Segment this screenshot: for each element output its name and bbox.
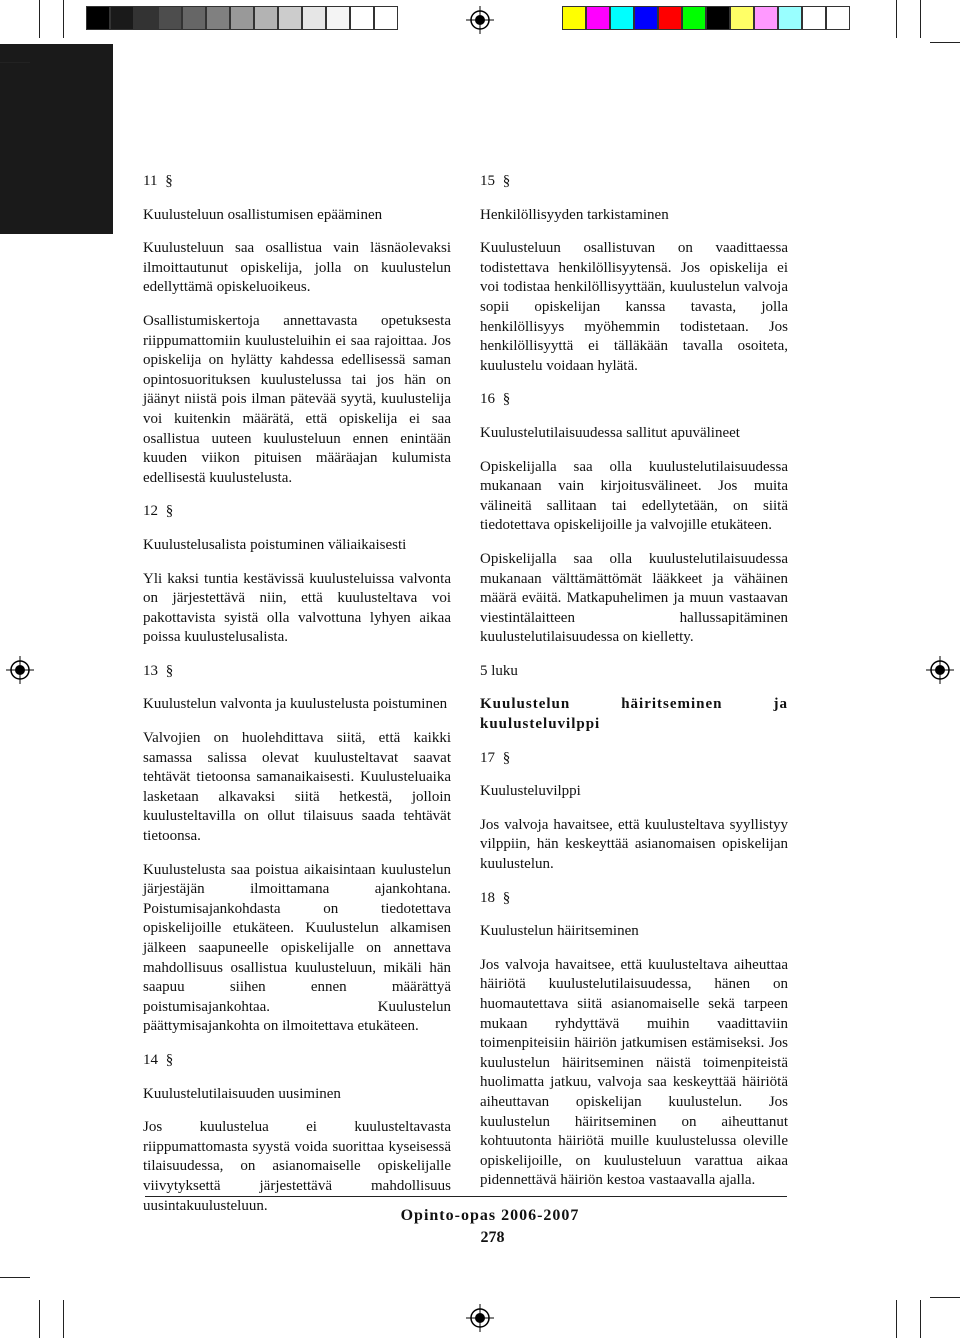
crop-mark: [63, 0, 64, 38]
paragraph: Jos valvoja havaitsee, että kuulusteltava syyllistyy vilppiin, hän keskeyttää asianomaisen opiskelijan kuulustelun.: [480, 816, 788, 873]
crop-mark: [0, 62, 30, 63]
crop-mark: [930, 1297, 960, 1298]
gray-swatch: [182, 6, 206, 30]
left-column: [143, 172, 451, 1230]
crop-mark: [920, 1300, 921, 1338]
printer-black-bar: [0, 44, 113, 234]
gray-swatch: [350, 6, 374, 30]
crop-mark: [930, 42, 960, 43]
gray-swatch: [230, 6, 254, 30]
footer-rule: [145, 1196, 787, 1197]
paragraph: Osallistumiskertoja annettavasta opetuksesta riippumattomiin kuulusteluihin ei saa rajoittaa. Jos opiskelija on hylätty kahdessa edellisessä saman opintosuorituksen kuulustelussa tai jos hän on jäänyt niistä pois ilman pätevää syytä, kuulustelija voi kuitenkin määrätä, että opiskelija ei saa osallistua uuteen kuulusteluun ennen enintään kuuden viikon pituisen määräajan kulumista edellisestä kuulustelusta.: [143, 312, 451, 486]
section-number: 17 §: [480, 749, 511, 766]
section-title: Kuulustelusalista poistuminen väliaikaisesti: [143, 536, 407, 553]
crop-mark: [0, 1277, 30, 1278]
chapter-number: 5 luku: [480, 662, 518, 679]
section-title: Kuulustelutilaisuudessa sallitut apuvälineet: [480, 424, 740, 441]
paragraph: Opiskelijalla saa olla kuulustelutilaisuudessa mukanaan vain kirjoitusvälineet. Jos muita välineitä sallitaan tai edellytetään, on siitä tiedotettava opiskelijoille ja valvojille etukäteen.: [480, 458, 788, 534]
gray-swatch: [110, 6, 134, 30]
section-number: 16 §: [480, 391, 511, 408]
section-number: 14 §: [143, 1051, 174, 1068]
registration-mark-icon: [6, 656, 34, 684]
paragraph: Opiskelijalla saa olla kuulustelutilaisuudessa mukanaan välttämättömät lääkkeet ja vähäinen määrä eväitä. Matkapuhelimen ja muun vastaavan viestintälaitteen hallussapitäminen kuulustelutilaisuudessa on kielletty.: [480, 550, 788, 646]
color-swatch: [730, 6, 754, 30]
registration-mark-icon: [466, 6, 494, 34]
color-swatch: [826, 6, 850, 30]
section-title: Kuulustelun häiritseminen: [480, 923, 639, 940]
section-title: Kuulustelutilaisuuden uusiminen: [143, 1085, 341, 1102]
crop-mark: [63, 1300, 64, 1338]
gray-swatch: [278, 6, 302, 30]
gray-swatch: [254, 6, 278, 30]
gray-swatch: [86, 6, 110, 30]
gray-swatch: [134, 6, 158, 30]
gray-swatch: [374, 6, 398, 30]
section-number: 13 §: [143, 662, 174, 679]
paragraph: Kuulusteluun saa osallistua vain läsnäolevaksi ilmoittautunut opiskelija, jolla on kuulustelun edellyttämä opiskeluoikeus.: [143, 240, 451, 296]
color-swatch: [562, 6, 586, 30]
section-number: 18 §: [480, 889, 511, 906]
crop-mark: [39, 1300, 40, 1338]
paragraph: Kuulusteluun osallistuvan on vaadittaessa todistettava henkilöllisyytensä. Jos opiskelija ei voi todistaa henkilöllisyyttään, kuulustelun valvoja sopii opiskelijan kanssa tavasta, jolla henkilöllisyys myöhemmin todistetaan. Jos henkilöllisyyttä ei tälläkään tavalla osoiteta, kuulustelu voidaan hylätä.: [480, 240, 788, 374]
color-swatch: [802, 6, 826, 30]
color-swatch: [778, 6, 802, 30]
gray-swatch: [158, 6, 182, 30]
section-number: 15 §: [480, 173, 511, 189]
paragraph: Kuulustelusta saa poistua aikaisintaan kuulustelun järjestäjän ilmoittamana ajankohtana. Poistumisajankohdasta on tiedotettava opiskelijoille etukäteen. Kuulustelun alkamisen jälkeen saapuneelle opiskelijalle on annettava mahdollisuus osallistua kuulusteluun, mikäli hän saapuu siihen ennen määrättyä poistumisajankohtaa. Kuulustelun päättymisajankohta on ilmoitettava etukäteen.: [143, 861, 451, 1035]
paragraph: Yli kaksi tuntia kestävissä kuulusteluissa valvonta on järjestettävä niin, että kuulusteltava voi pakottavista syistä olla valvottuna lyhyen aikaa poissa kuulustelusalista.: [143, 570, 451, 646]
color-swatch: [634, 6, 658, 30]
section-title: Kuulusteluun osallistumisen epääminen: [143, 206, 383, 223]
paragraph: Jos valvoja havaitsee, että kuulusteltava aiheuttaa häiriötä kuulustelutilaisuudessa, hänen on huomautettava siitä asianomaiselle sekä tarpeen mukaan ryhdyttävä muihin vaadittaviin toimenpiteisiin häiriön jatkumisen estämiseksi. Jos kuulustelun häiritseminen näistä toimenpiteistä huolimatta jatkuu, valvoja saa keskeyttää häiriötä aiheuttavan opiskelijan kuulustelun. Jos kuulustelun häiritseminen on aiheuttanut kohtuutonta häiriötä muille kuulustelussa oleville opiskelijoille, on kuulusteluun varattua aikaa pidennettävä häiriön kestoa vastaavalla ajalla.: [480, 956, 788, 1189]
registration-mark-icon: [466, 1304, 494, 1332]
gray-swatch: [302, 6, 326, 30]
section-number: 12 §: [143, 503, 174, 520]
color-swatch: [586, 6, 610, 30]
color-swatch: [610, 6, 634, 30]
crop-mark: [896, 0, 897, 38]
section-title: Kuulustelun valvonta ja kuulustelusta poistuminen: [143, 696, 448, 713]
gray-swatch: [206, 6, 230, 30]
color-swatch: [658, 6, 682, 30]
footer-title: Opinto-opas 2006-2007: [400, 1207, 580, 1224]
registration-mark-icon: [926, 656, 954, 684]
section-title: Henkilöllisyyden tarkistaminen: [480, 206, 669, 223]
crop-mark: [920, 0, 921, 38]
section-number: 11 §: [143, 173, 173, 189]
color-swatch: [706, 6, 730, 30]
chapter-title: Kuulustelun häiritseminen ja kuulusteluvilppi: [480, 696, 788, 733]
color-swatch: [682, 6, 706, 30]
gray-swatch: [326, 6, 350, 30]
crop-mark: [39, 0, 40, 38]
right-column: [480, 172, 788, 1205]
crop-mark: [896, 1300, 897, 1338]
page-number: 278: [480, 1229, 505, 1246]
section-title: Kuulusteluvilppi: [480, 783, 581, 800]
paragraph: Jos kuulustelua ei kuulusteltavasta riippumattomasta syystä voida suorittaa kyseisessä tilaisuudessa, on asianomaiselle opiskelijalle viivytyksettä järjestettävä mahdollisuus uusintakuulusteluun.: [143, 1119, 451, 1214]
color-swatch: [754, 6, 778, 30]
paragraph: Valvojien on huolehdittava siitä, että kaikki samassa salissa olevat kuulusteltavat saavat tehtävät tietoonsa samanaikaisesti. Kuulusteluaika lasketaan alkavaksi siitä hetkestä, jolloin kuulusteltavilla on ollut tilaisuus saada tehtävät tietoonsa.: [143, 730, 451, 845]
